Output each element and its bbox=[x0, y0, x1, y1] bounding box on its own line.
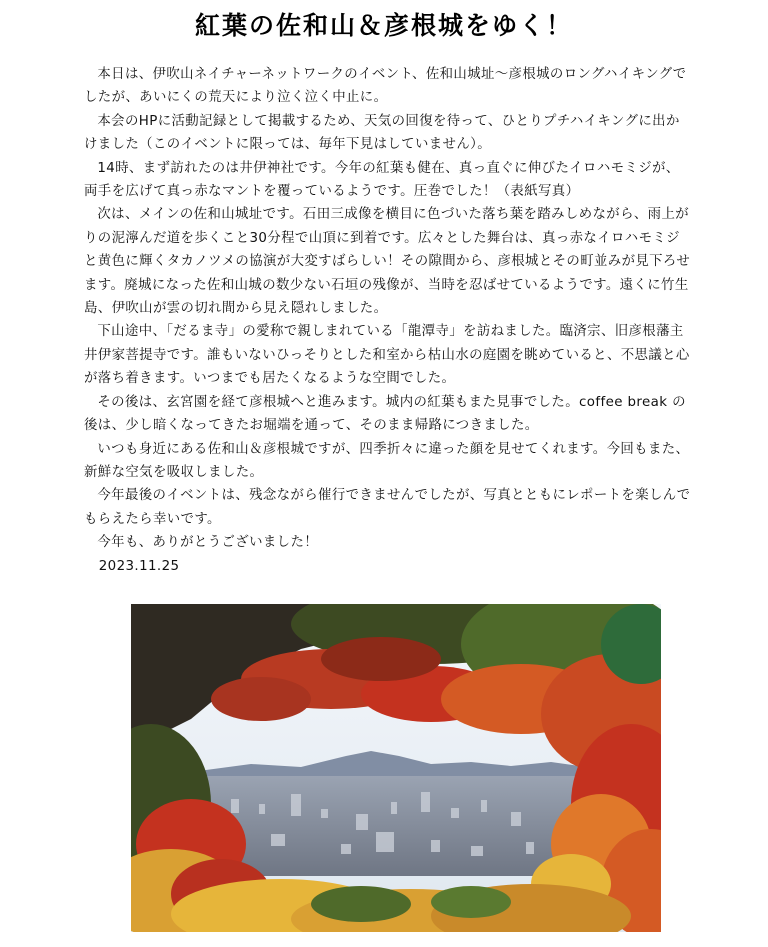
paragraph-seasons: いつも身近にある佐和山＆彦根城ですが、四季折々に違った顔を見せてくれます。今回もまた、新鮮な空気を吸収しました。 bbox=[84, 441, 690, 480]
paragraph-thanks: 今年も、ありがとうございました！ bbox=[97, 535, 319, 551]
report-body bbox=[84, 63, 692, 578]
paragraph-last-event: 今年最後のイベントは、残念ながら催行できませんでしたが、写真とともにレポートを楽しんでもらえたら幸いです。 bbox=[84, 488, 691, 527]
paragraph-sawayama: 次は、メインの佐和山城址です。石田三成像を横目に色づいた落ち葉を踏みしめながら、雨上がりの泥濘んだ道を歩くこと30分程で山頂に到着です。広々とした舞台は、真っ赤なイロハモミジと黄色に輝くタカノツメの協演が大変すばらしい！その隙間から、彦根城とその町並みが見下ろせます。廃城になった佐和山城の数少ない石垣の残像が、当時を忍ばせているようです。遠くに竹生島、伊吹山が雲の切れ間から見え隠れしました。 bbox=[84, 207, 691, 317]
city-view bbox=[186, 776, 606, 876]
paragraph-ii-shrine: 14時、まず訪れたのは井伊神社です。今年の紅葉も健在、真っ直ぐに伸びたイロハモミジが、両手を広げて真っ赤なマントを覆っているようです。圧巻でした！（表紙写真） bbox=[84, 160, 680, 200]
page-title: 紅葉の佐和山＆彦根城をゆく！ bbox=[194, 11, 573, 40]
photo-illustration bbox=[131, 604, 661, 932]
paragraph-ryotanji: 下山途中、「だるま寺」の愛称で親しまれている「龍潭寺」を訪ねました。臨済宗、旧彦根藩主井伊家菩提寺です。誰もいないひっそりとした和室から枯山水の庭園を眺めていると、不思議と心が落ち着きます。いつまでも居たくなるような空間でした。 bbox=[84, 324, 690, 387]
autumn-foliage-photo bbox=[131, 604, 661, 932]
report-date: 2023.11.25 bbox=[98, 558, 180, 574]
paragraph-hikone-castle: その後は、玄宮園を経て彦根城へと進みます。城内の紅葉もまた見事でした。coffee break の後は、少し暗くなってきたお堀端を通って、そのまま帰路につきました。 bbox=[84, 394, 686, 434]
paragraph-purpose: 本会のHPに活動記録として掲載するため、天気の回復を待って、ひとりプチハイキングに出かけました（このイベントに限っては、毎年下見はしていません）。 bbox=[84, 113, 680, 153]
paragraph-intro: 本日は、伊吹山ネイチャーネットワークのイベント、佐和山城址～彦根城のロングハイキングでしたが、あいにくの荒天により泣く泣く中止に。 bbox=[84, 67, 687, 106]
